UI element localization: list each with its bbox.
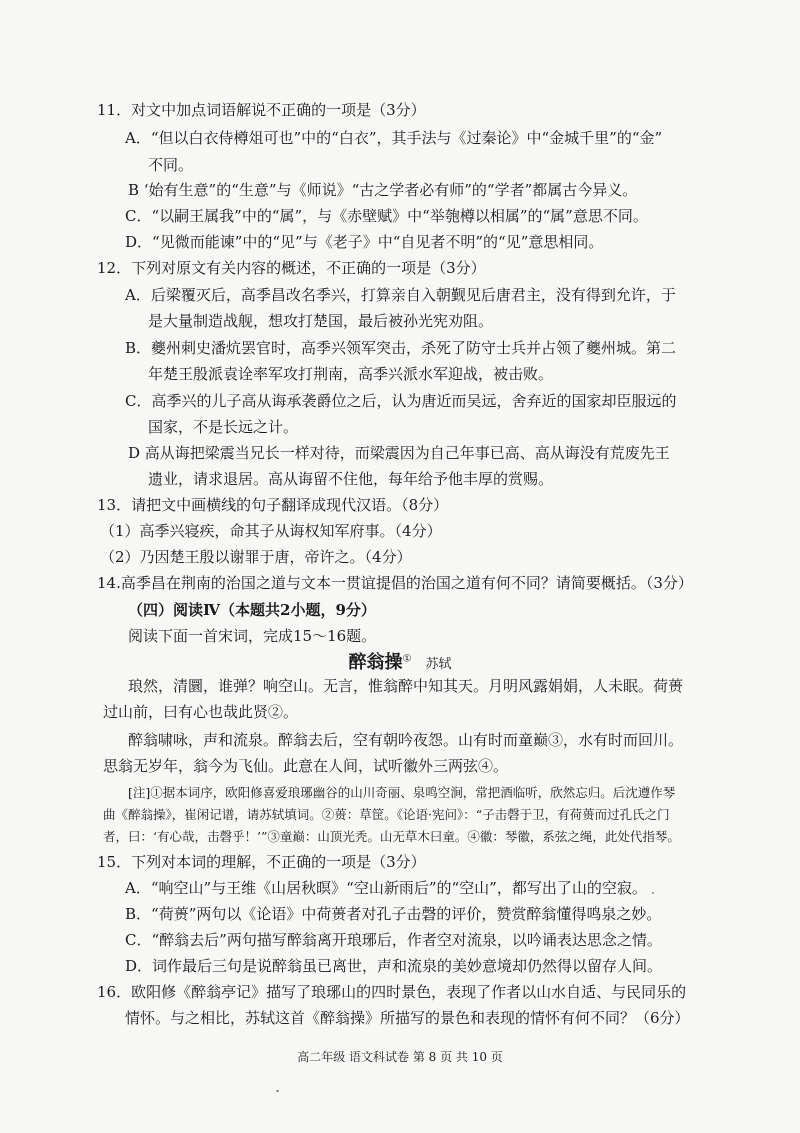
q12-option-a-cont: 是大量制造战舰，想攻打楚国，最后被孙光宪劝阻。 xyxy=(148,312,494,330)
q14-stem: 14.高季昌在荆南的治国之道与文本一贯谊提倡的治国之道有何不同？请简要概括。（3分） xyxy=(97,574,693,592)
q15-option-d: D．词作最后三句是说醉翁虽已离世，声和流泉的美妙意境却仍然得以留存人间。 xyxy=(125,957,663,975)
poem-author: 苏轼 xyxy=(425,657,452,672)
scan-speck xyxy=(276,1090,279,1092)
q12-option-b-cont: 年楚王殷派袁诠率军攻打荆南，高季兴派水军迎战，被击败。 xyxy=(148,365,554,383)
poem-line-3: 醉翁啸咏，声和流泉。醉翁去后，空有朝吟夜怨。山有时而童巅③，水有时而回川。 xyxy=(128,731,684,749)
poem-header xyxy=(0,648,800,674)
poem-title: 醉翁操 xyxy=(348,652,403,673)
q11-option-b: B ‘始有生意”的“生意”与《师说》“古之学者必有师”的“学者”都属古今异义。 xyxy=(128,181,638,199)
scan-speck xyxy=(652,892,654,894)
section-instruction: 阅读下面一首宋词，完成15～16题。 xyxy=(128,627,377,645)
q13-sentence-2: （2）乃因楚王殷以谢罪于唐，帝许之。（4分） xyxy=(100,548,412,566)
q11-option-d: D．“见微而能谏”中的“见”与《老子》中“自见者不明”的“见”意思相同。 xyxy=(125,233,604,251)
q15-option-a: A．“响空山”与王维《山居秋暝》“空山新雨后”的“空山”，都写出了山的空寂。 xyxy=(125,879,647,897)
section-heading: （四）阅读Ⅳ（本题共2小题，9分） xyxy=(128,601,376,619)
q15-option-c: C．“醉翁去后”两句描写醉翁离开琅琊后，作者空对流泉，以吟诵表达思念之情。 xyxy=(125,931,662,949)
q12-option-c-cont: 国家，不是长远之计。 xyxy=(148,418,299,436)
q16-line-2: 情怀。与之相比，苏轼这首《醉翁操》所描写的景色和表现的情怀有何不同？（6分） xyxy=(125,1009,690,1027)
q12-option-d-cont: 遗业，请求退居。高从诲留不住他，每年给予他丰厚的赏赐。 xyxy=(148,470,554,488)
poem-title-note-marker: ① xyxy=(402,653,412,665)
q11-option-a: A．“但以白衣侍樽俎可也”中的“白衣”，其手法与《过秦论》中“金城千里”的“金” xyxy=(125,129,663,147)
q11-option-c: C．“以嗣王属我”中的“属”，与《赤壁赋》中“举匏樽以相属”的“属”意思不同。 xyxy=(125,207,648,225)
q13-sentence-1: （1）高季兴寝疾，命其子从诲权知军府事。（4分） xyxy=(100,522,442,540)
q16-line-1: 16．欧阳修《醉翁亭记》描写了琅琊山的四时景色，表现了作者以山水自适、与民同乐的 xyxy=(97,983,687,1001)
q11-option-a-cont: 不同。 xyxy=(148,156,194,174)
poem-line-1: 琅然，清圜，谁弹？响空山。无言，惟翁醉中知其天。月明风露娟娟，人未眠。荷蒉 xyxy=(128,677,684,695)
q12-option-b: B．夔州刺史潘炕罢官时，高季兴领军突击，杀死了防守士兵并占领了夔州城。第二 xyxy=(125,339,677,357)
page-footer: 高二年级 语文科试卷 第 8 页 共 10 页 xyxy=(297,1050,503,1064)
q12-option-c: C．高季兴的儿子高从诲承袭爵位之后，认为唐近而吴远，舍弃近的国家却臣服远的 xyxy=(125,392,677,410)
q13-stem: 13．请把文中画横线的句子翻译成现代汉语。（8分） xyxy=(97,496,449,514)
note-line-2: 曲《醉翁操》，崔闲记谱，请苏轼填词。②蒉：草筐。《论语·宪问》：“子击磬于卫，有荷蒉而过孔氏之门 xyxy=(103,807,670,822)
poem-line-4: 思翁无岁年，翁今为飞仙。此意在人间，试听徽外三两弦④。 xyxy=(103,757,509,775)
q15-option-b: B．“荷蒉”两句以《论语》中荷蒉者对孔子击磬的评价，赞赏醉翁懂得鸣泉之妙。 xyxy=(125,905,662,923)
note-line-1: [注]①据本词序，欧阳修喜爱琅琊幽谷的山川奇丽、泉鸣空涧，常把酒临听，欣然忘归。后沈遵作琴 xyxy=(128,785,676,800)
note-line-3: 者，曰：‘有心哉，击磬乎！’”③童巅：山顶光秃。山无草木曰童。④徽：琴徽，系弦之绳，此处代指琴。 xyxy=(103,829,680,844)
q12-option-d: D 高从诲把梁震当兄长一样对待，而梁震因为自己年事已高、高从诲没有荒废先王 xyxy=(128,444,670,462)
q12-stem: 12．下列对原文有关内容的概述，不正确的一项是（3分） xyxy=(97,259,486,277)
q12-option-a: A．后梁覆灭后，高季昌改名季兴，打算亲自入朝觐见后唐君主，没有得到允许，于 xyxy=(125,286,676,304)
q11-stem: 11．对文中加点词语解说不正确的一项是（3分） xyxy=(97,101,426,119)
q15-stem: 15．下列对本词的理解，不正确的一项是（3分） xyxy=(97,853,426,871)
poem-line-2: 过山前，曰有心也哉此贤②。 xyxy=(103,703,299,721)
